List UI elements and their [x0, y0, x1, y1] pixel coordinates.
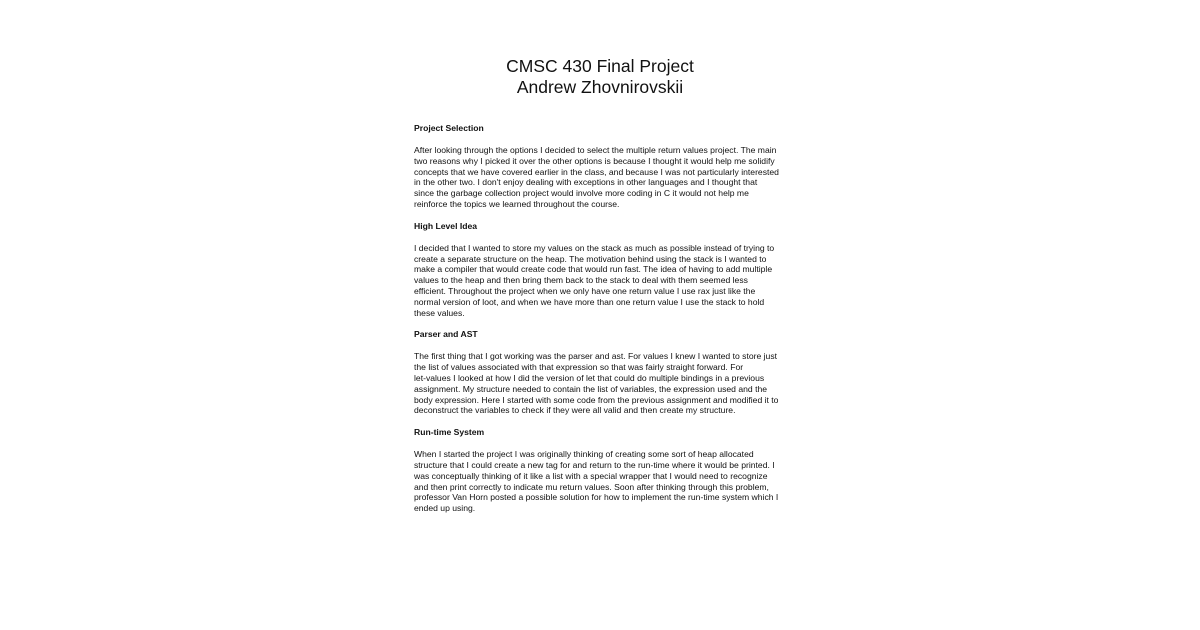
paragraph-line: these values.: [414, 307, 465, 318]
paragraph-line: create a separate structure on the heap. The motivation behind using the stack is I wanted to: [414, 253, 767, 264]
paragraph-line: assignment. My structure needed to contain the list of variables, the expression used and the: [414, 383, 768, 394]
paragraph-line: was conceptually thinking of it like a list with a special wrapper that I would need to recognize: [414, 470, 768, 481]
paragraph-line: in the other two. I don't enjoy dealing with exceptions in other languages and I thought that: [414, 177, 758, 188]
paragraph-line: ended up using.: [414, 503, 476, 514]
paragraph-line: two reasons why I picked it over the other options is because I thought it would help me solidify: [414, 155, 775, 166]
document-header: [0, 56, 1200, 98]
paragraph-line: make a compiler that would create code that would run fast. The idea of having to add multiple: [414, 264, 773, 275]
section-heading: Project Selection: [414, 123, 484, 133]
paragraph-line: efficient. Throughout the project when we only have one return value I use rax just like the: [414, 285, 756, 296]
document-body: [414, 123, 789, 525]
section-heading: Run-time System: [414, 427, 485, 438]
paragraph-line: values to the heap and then bring them back to the stack to deal with them seemed less: [414, 275, 748, 286]
section-high-level-idea: [414, 221, 789, 319]
paragraph-line: the list of values associated with that expression so that was fairly straight forward. For: [414, 362, 744, 373]
paragraph-line: body expression. Here I started with some code from the previous assignment and modified it to: [414, 394, 779, 405]
paragraph-line: I decided that I wanted to store my values on the stack as much as possible instead of trying to: [414, 242, 775, 253]
paragraph-line: normal version of loot, and when we have more than one return value I use the stack to hold: [414, 296, 765, 307]
paragraph-line: and then print correctly to indicate mu return values. Soon after thinking through this problem,: [414, 481, 769, 492]
paragraph-line: professor Van Horn posted a possible solution for how to implement the run-time system which I: [414, 492, 779, 503]
section-parser-and-ast: [414, 329, 789, 416]
paragraph-line: When I started the project I was originally thinking of creating some sort of heap allocated: [414, 449, 754, 460]
section-run-time-system: [414, 427, 789, 514]
section-paragraph: [414, 351, 789, 416]
section-paragraph: [414, 449, 789, 514]
section-project-selection: [414, 123, 789, 210]
paragraph-line: deconstruct the variables to check if they were all valid and then create my structure.: [414, 405, 736, 416]
paragraph-line: reinforce the topics we learned throughout the course.: [414, 198, 620, 209]
paragraph-line: The first thing that I got working was the parser and ast. For values I knew I wanted to store just: [414, 351, 778, 362]
section-heading: High Level Idea: [414, 220, 478, 231]
paragraph-line: structure that I could create a new tag for and return to the run-time where it would be printed. I: [414, 459, 775, 470]
paragraph-line: concepts that we have covered earlier in the class, and because I was not particularly interested: [414, 166, 779, 177]
document-author: Andrew Zhovnirovskii: [516, 77, 684, 97]
section-paragraph: [414, 243, 789, 319]
paragraph-line: let-values I looked at how I did the version of let that could do multiple bindings in a previous: [414, 372, 765, 383]
paragraph-line: since the garbage collection project would involve more coding in C it would not help me: [414, 188, 749, 199]
section-paragraph: [414, 145, 789, 210]
paragraph-line: After looking through the options I decided to select the multiple return values project. The main: [414, 145, 777, 155]
document-title: CMSC 430 Final Project: [506, 56, 694, 76]
section-heading: Parser and AST: [414, 329, 478, 340]
